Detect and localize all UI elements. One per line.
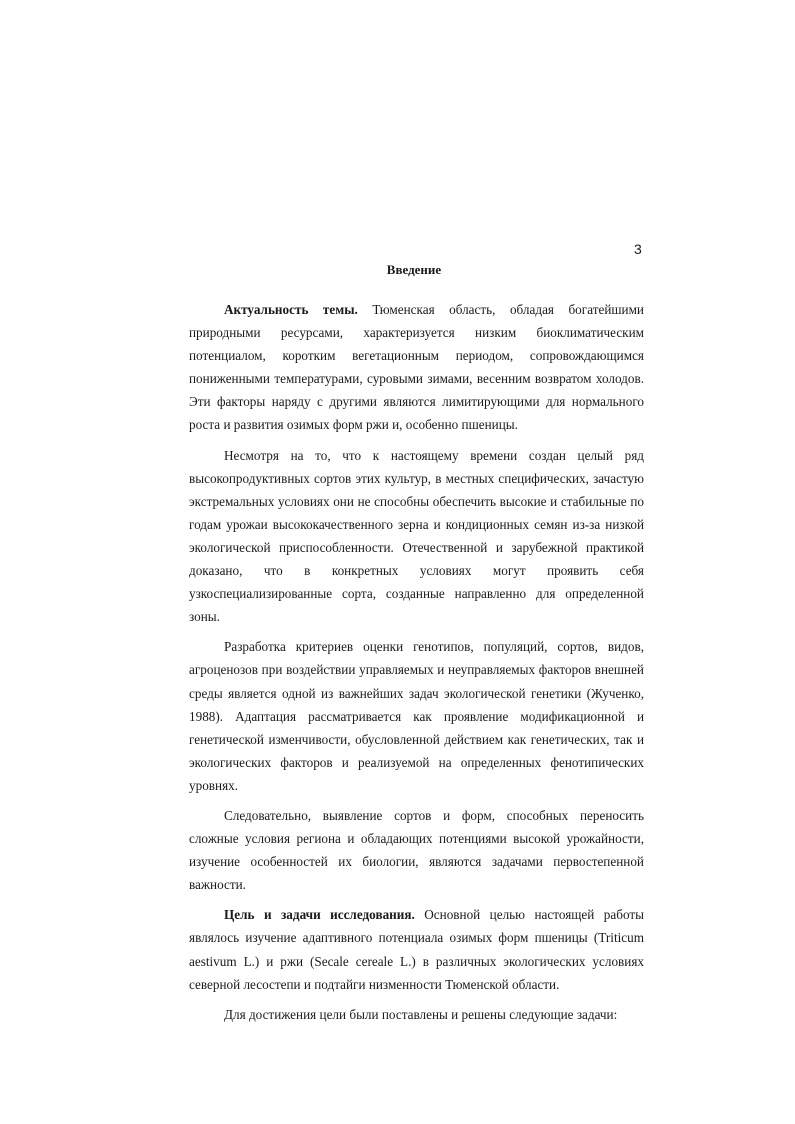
paragraph-varieties <box>189 444 644 629</box>
paragraph-lead: Цель и задачи исследования. <box>224 907 415 923</box>
paragraph-goal <box>189 903 644 995</box>
page-number: 3 <box>634 241 642 257</box>
paragraph-text: Несмотря на то, что к настоящему времени создан целый ряд высокопродуктивных сортов этих культур, в местных специфических, зачастую экстремальных условиях они не способны обеспечить высокие и стабильные по годам урожаи высококачественного зерна и кондиционных семян из-за низкой экологической приспособленности. Отечественной и зарубежной практикой доказано, что в конкретных условиях могут проявить себя узкоспециализированные сорта, созданные направленно для определенной зоны. <box>189 447 644 625</box>
paragraph-conclusion <box>189 804 644 896</box>
paragraph-text: Для достижения цели были поставлены и решены следующие задачи: <box>224 1006 618 1022</box>
paragraph-relevance <box>189 298 644 437</box>
paragraph-text: Разработка критериев оценки генотипов, популяций, сортов, видов, агроценозов при воздействии управляемых и неуправляемых факторов внешней среды является одной из важнейших задач экологической генетики (Жученко, 1988). Адаптация рассматривается как проявление модификационной и генетической изменчивости, обусловленной действием как генетических, так и экологических факторов и реализуемой на определенных фенотипических уровнях. <box>189 639 644 793</box>
paragraph-text: Основной целью настоящей работы являлось изучение адаптивного потенциала озимых форм пшеницы (Triticum aestivum L.) и ржи (Secale cereale L.) в различных экологических условиях северной лесостепи и подтайги низменности Тюменской области. <box>189 907 644 992</box>
paragraph-criteria <box>189 635 644 797</box>
paragraph-text: Тюменская область, обладая богатейшими природными ресурсами, характеризуется низким биоклиматическим потенциалом, коротким вегетационным периодом, сопровождающимся пониженными температурами, суровыми зимами, весенним возвратом холодов. Эти факторы наряду с другими являются лимитирующими для нормального роста и развития озимых форм ржи и, особенно пшеницы. <box>189 302 644 433</box>
paragraph-tasks <box>189 1003 644 1026</box>
body-text <box>189 298 644 1026</box>
paragraph-text: Следовательно, выявление сортов и форм, способных переносить сложные условия региона и обладающих потенциями высокой урожайности, изучение особенностей их биологии, являются задачами первостепенной важности. <box>189 807 644 893</box>
section-title: Введение <box>386 262 442 277</box>
paragraph-lead: Актуальность темы. <box>224 302 358 317</box>
